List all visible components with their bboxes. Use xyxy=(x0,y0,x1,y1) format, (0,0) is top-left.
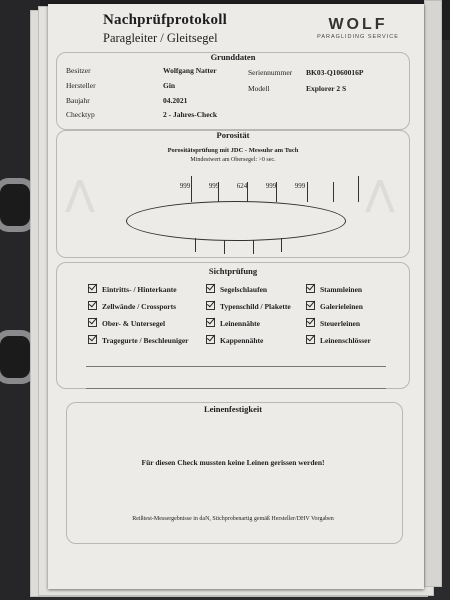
porosity-value: 624 xyxy=(236,182,248,190)
check-item[interactable] xyxy=(206,301,291,311)
sichtpruefung-title: Sichtprüfung xyxy=(208,266,258,276)
wing-outline xyxy=(126,201,346,241)
document-title: Nachprüfprotokoll xyxy=(103,12,227,28)
check-label: Leinennähte xyxy=(220,319,261,328)
check-label: Segelschlaufen xyxy=(220,285,268,294)
leinen-note: Reißtest-Messergebnisse in daN, Stichprobenartig gemäß Hersteller/DHV Vorgaben xyxy=(132,516,334,522)
checkbox-checked-icon[interactable] xyxy=(206,284,215,293)
remarks-line xyxy=(86,366,386,367)
grunddaten-box xyxy=(56,52,410,130)
measure-tick xyxy=(333,182,334,202)
checkbox-checked-icon[interactable] xyxy=(306,335,315,344)
check-label: Galerieleinen xyxy=(320,302,363,311)
check-item[interactable] xyxy=(206,284,267,294)
measure-tick xyxy=(195,238,196,252)
field-value: BK03-Q1060016P xyxy=(306,68,364,77)
check-label: Kappennähte xyxy=(220,336,264,345)
field-value: 04.2021 xyxy=(163,96,188,105)
grunddaten-title: Grunddaten xyxy=(210,52,256,62)
field-label: Checktyp xyxy=(66,110,95,119)
measure-tick xyxy=(358,176,359,202)
check-label: Stammleinen xyxy=(320,285,363,294)
check-label: Eintritts- / Hinterkante xyxy=(102,285,177,294)
check-item[interactable] xyxy=(88,335,189,345)
porositaet-title: Porosität xyxy=(216,130,250,140)
check-label: Leinenschlösser xyxy=(320,336,371,345)
measure-tick xyxy=(253,240,254,254)
check-label: Steuerleinen xyxy=(320,319,360,328)
field-label: Seriennummer xyxy=(248,68,293,77)
checkbox-checked-icon[interactable] xyxy=(88,284,97,293)
porosity-value: 999 xyxy=(208,182,220,190)
check-item[interactable] xyxy=(306,301,363,311)
check-label: Typenschild / Plakette xyxy=(220,302,291,311)
porosity-value: 999 xyxy=(294,182,306,190)
field-value: Explorer 2 S xyxy=(306,84,347,93)
field-value: Wolfgang Natter xyxy=(163,66,217,75)
check-item[interactable] xyxy=(306,335,371,345)
leinen-message: Für diesen Check mussten keine Leinen gerissen werden! xyxy=(141,458,325,467)
remarks-line xyxy=(86,388,386,389)
leinenfestigkeit-box xyxy=(66,402,403,544)
logo-word: WOLF xyxy=(328,16,388,33)
check-item[interactable] xyxy=(306,318,360,328)
checkbox-checked-icon[interactable] xyxy=(206,318,215,327)
porosity-value: 999 xyxy=(179,182,191,190)
porositaet-minimum: Mindestwert am Obersegel: >0 sec. xyxy=(190,157,276,163)
porosity-value: 999 xyxy=(265,182,277,190)
field-value: Gin xyxy=(163,81,176,90)
check-item[interactable] xyxy=(206,318,260,328)
checkbox-checked-icon[interactable] xyxy=(306,284,315,293)
porositaet-method: Porositätsprüfung mit JDC - Messuhr am Tuch xyxy=(167,147,299,154)
protocol-page xyxy=(48,4,424,589)
field-label: Modell xyxy=(248,84,270,93)
wing-watermark-icon: ⋀ xyxy=(366,175,394,213)
checkbox-checked-icon[interactable] xyxy=(206,335,215,344)
check-item[interactable] xyxy=(206,335,263,345)
check-label: Ober- & Untersegel xyxy=(102,319,166,328)
checkbox-checked-icon[interactable] xyxy=(306,318,315,327)
check-item[interactable] xyxy=(88,301,176,311)
document-subtitle: Paragleiter / Gleitsegel xyxy=(103,31,218,45)
leinenfestigkeit-title: Leinenfestigkeit xyxy=(203,404,263,414)
measure-tick xyxy=(224,240,225,254)
field-label: Baujahr xyxy=(66,96,90,105)
check-item[interactable] xyxy=(88,318,165,328)
checkbox-checked-icon[interactable] xyxy=(206,301,215,310)
field-value: 2 - Jahres-Check xyxy=(163,110,218,119)
logo-subtitle: PARAGLIDING SERVICE xyxy=(317,34,399,40)
measure-tick xyxy=(281,238,282,252)
check-label: Zellwände / Crossports xyxy=(102,302,177,311)
checkbox-checked-icon[interactable] xyxy=(306,301,315,310)
field-label: Hersteller xyxy=(66,81,96,90)
sheet-edge xyxy=(424,0,442,587)
check-item[interactable] xyxy=(88,284,177,294)
check-item[interactable] xyxy=(306,284,362,294)
checkbox-checked-icon[interactable] xyxy=(88,318,97,327)
checkbox-checked-icon[interactable] xyxy=(88,301,97,310)
wolf-logo xyxy=(313,16,403,40)
wing-watermark-icon: ⋀ xyxy=(66,175,94,213)
field-label: Besitzer xyxy=(66,66,91,75)
check-label: Tragegurte / Beschleuniger xyxy=(102,336,189,345)
checkbox-checked-icon[interactable] xyxy=(88,335,97,344)
